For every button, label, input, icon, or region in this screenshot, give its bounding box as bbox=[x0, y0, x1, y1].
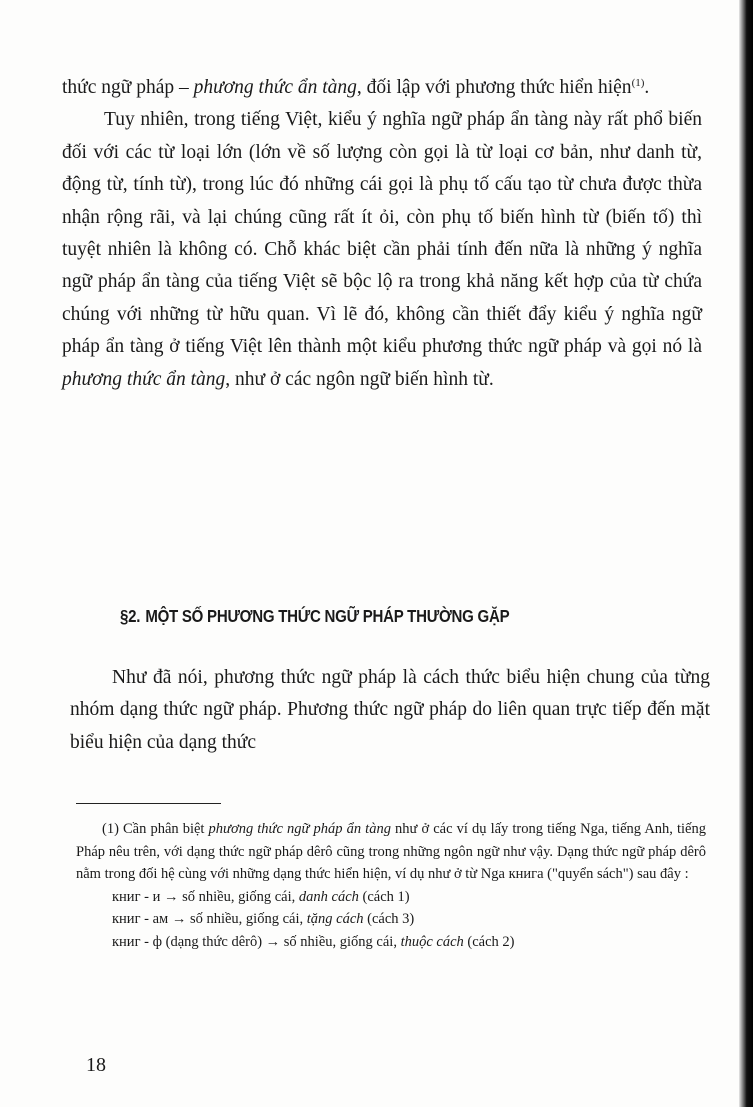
section-number: §2. bbox=[120, 606, 141, 626]
paragraph-1 bbox=[62, 72, 702, 104]
section-body bbox=[70, 662, 710, 759]
footnote-example-2 bbox=[76, 908, 706, 931]
page-edge-shadow bbox=[739, 0, 753, 1107]
example-3-text: книг - ф (dạng thức dêrô) → số nhiều, giống cái, bbox=[112, 933, 401, 950]
example-3-case: thuộc cách bbox=[400, 933, 464, 950]
footnote-text bbox=[76, 818, 706, 886]
example-1-case: danh cách bbox=[298, 888, 359, 905]
term-an-tang: phương thức ẩn tàng bbox=[193, 77, 357, 98]
page-number: 18 bbox=[86, 1054, 106, 1076]
footnote-text-2: như ở các ví dụ lấy trong tiếng Nga, tiếng Anh, tiếng Pháp nêu trên, với dạng thức ngữ pháp dêrô cũng trong những ngôn ngữ như vậy. Dạng thức ngữ pháp dêrô nằm trong đối hệ cùng với những dạng thức hiển hiện, ví dụ như ở từ Nga книга ("quyển sách") sau đây : bbox=[76, 821, 706, 882]
section-title: MỘT SỐ PHƯƠNG THỨC NGỮ PHÁP THƯỜNG GẶP bbox=[145, 606, 510, 626]
footnote-text-1: (1) Cần phân biệt bbox=[102, 821, 209, 837]
section-heading bbox=[120, 606, 602, 627]
main-text bbox=[62, 72, 702, 396]
paragraph-1-end: . bbox=[644, 77, 650, 98]
paragraph-1-text: thức ngữ pháp – bbox=[62, 77, 194, 98]
example-2-note: (cách 3) bbox=[363, 911, 415, 927]
paragraph-1-text-after: , đối lập với phương thức hiển hiện bbox=[356, 77, 632, 98]
example-1-note: (cách 1) bbox=[358, 888, 410, 905]
footnote-divider bbox=[76, 803, 221, 804]
footnote-example-1 bbox=[76, 886, 706, 909]
footnote-term: phương thức ngữ pháp ẩn tàng bbox=[208, 821, 391, 837]
footnote bbox=[76, 818, 706, 953]
paragraph-2 bbox=[62, 104, 702, 396]
example-2-case: tặng cách bbox=[306, 911, 364, 927]
paragraph-3: Như đã nói, phương thức ngữ pháp là cách thức biểu hiện chung của từng nhóm dạng thức ngữ pháp. Phương thức ngữ pháp do liên quan trực tiếp đến mặt biểu hiện của dạng thức bbox=[70, 667, 710, 753]
paragraph-2-text: Tuy nhiên, trong tiếng Việt, kiểu ý nghĩa ngữ pháp ẩn tàng này rất phổ biến đối với các từ loại lớn (lớn về số lượng còn gọi là từ loại cơ bản, như danh từ, động từ, tính từ), trong lúc đó những cái gọi là phụ tố cấu tạo từ chưa được thừa nhận rộng rãi, và lại chúng cũng rất ít ỏi, còn phụ tố biến hình từ (biến tố) thì tuyệt nhiên là không có. Chỗ khác biệt cần phải tính đến nữa là những ý nghĩa ngữ pháp ẩn tàng của tiếng Việt sẽ bộc lộ ra trong khả năng kết hợp của từ chứa chúng với những từ hữu quan. Vì lẽ đó, không cần thiết đẩy kiểu ý nghĩa ngữ pháp ẩn tàng ở tiếng Việt lên thành một kiểu phương thức ngữ pháp và gọi nó là bbox=[62, 109, 702, 358]
paragraph-2-text-end: , như ở các ngôn ngữ biến hình từ. bbox=[225, 368, 494, 390]
footnote-example-3 bbox=[76, 931, 706, 954]
example-2-text: книг - ам → số nhiều, giống cái, bbox=[112, 911, 307, 927]
example-1-text: книг - и → số nhiều, giống cái, bbox=[112, 888, 299, 905]
example-3-note: (cách 2) bbox=[463, 933, 515, 950]
footnote-marker[interactable]: (1) bbox=[631, 77, 645, 89]
term-phuong-thuc-an-tang: phương thức ẩn tàng bbox=[62, 368, 226, 390]
